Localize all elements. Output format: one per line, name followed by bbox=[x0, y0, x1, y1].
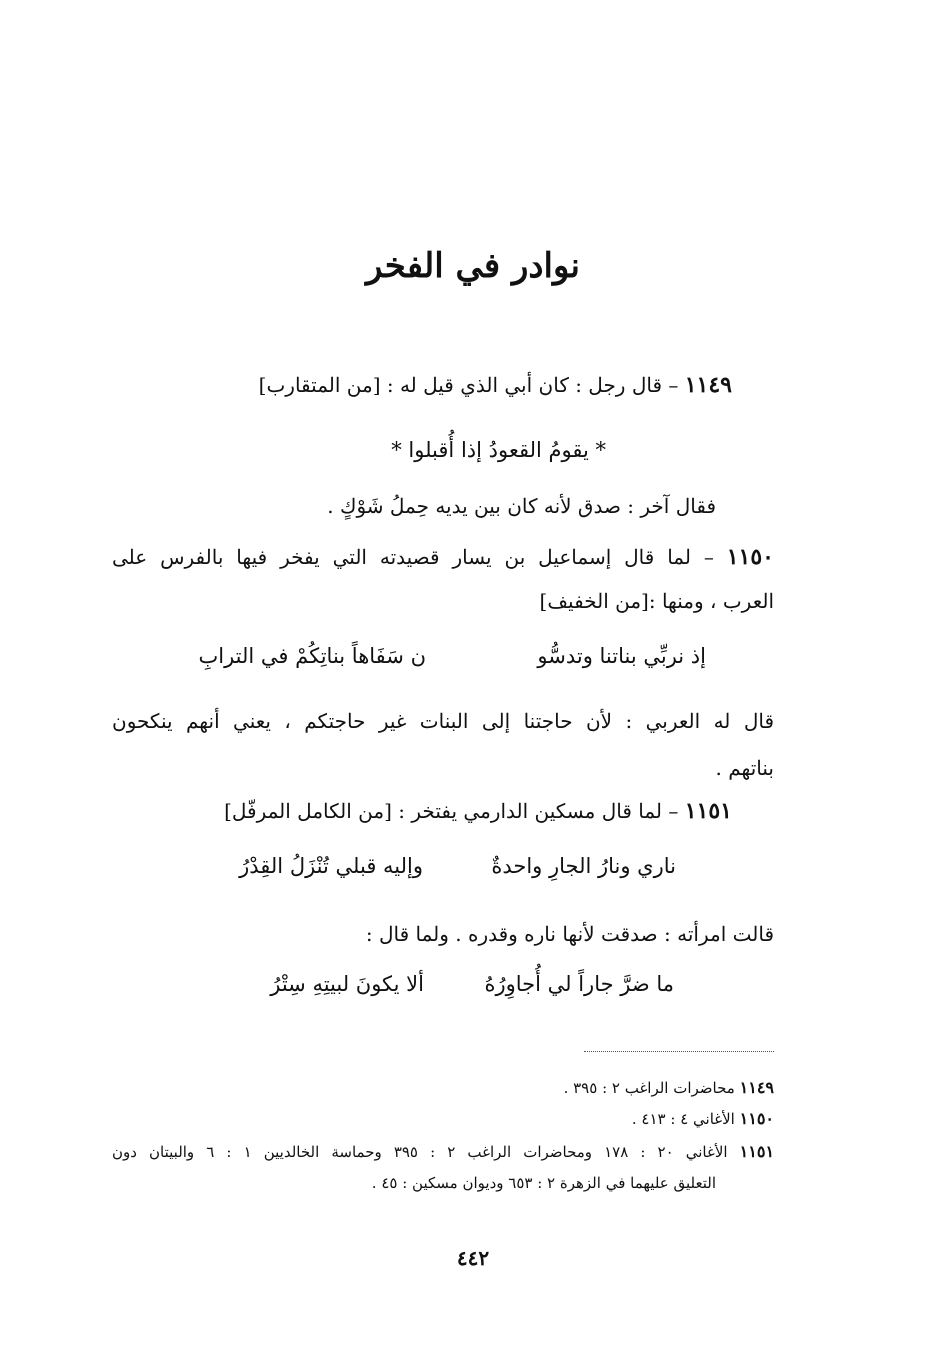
entry-1150-reply-line1: قال له العربي : لأن حاجتنا إلى البنات غير حاجتكم ، يعني أنهم ينكحون bbox=[112, 709, 774, 733]
verse-second-hemistich: وإليه قبلي تُنْزَلُ القِدْرُ bbox=[239, 854, 423, 878]
footnote-1149 bbox=[564, 1078, 774, 1097]
verse-second-hemistich: ن سَفَاهاً بناتِكُمْ في الترابِ bbox=[198, 644, 426, 668]
entry-1150-intro-line1 bbox=[112, 544, 774, 570]
footnote-1151 bbox=[112, 1142, 774, 1161]
entry-text: – لما قال إسماعيل بن يسار قصيدته التي يفخر فيها بالفرس على bbox=[112, 545, 714, 569]
entry-1149-intro bbox=[259, 372, 732, 398]
page-number: ٤٤٢ bbox=[456, 1246, 490, 1270]
entry-1149-reply: فقال آخر : صدق لأنه كان بين يديه حِملُ شَوْكٍ . bbox=[327, 494, 716, 518]
verse-first-hemistich: ناري ونارُ الجارِ واحدةٌ bbox=[491, 854, 676, 878]
entry-text: – قال رجل : كان أبي الذي قيل له : [من المتقارب] bbox=[258, 373, 679, 397]
verse-second-hemistich: ألا يكونَ لبيتِهِ سِتْرُ bbox=[270, 972, 424, 996]
entry-text: – لما قال مسكين الدارمي يفتخر : [من الكامل المرفّل] bbox=[224, 799, 679, 823]
entry-1151-reply: قالت امرأته : صدقت لأنها ناره وقدره . ولما قال : bbox=[365, 922, 774, 946]
footnote-text: محاضرات الراغب ٢ : ٣٩٥ . bbox=[563, 1079, 735, 1097]
verse-first-hemistich: ما ضرَّ جاراً لي أُجاوِرُهُ bbox=[484, 972, 674, 996]
entry-1150-reply-line2: بناتهم . bbox=[715, 756, 774, 780]
footnote-1151-continuation: التعليق عليهما في الزهرة ٢ : ٦٥٣ وديوان مسكين : ٤٥ . bbox=[371, 1174, 716, 1192]
footnote-text: الأغاني ٢٠ : ١٧٨ ومحاضرات الراغب ٢ : ٣٩٥ وحماسة الخالديين ١ : ٦ والبيتان دون bbox=[112, 1143, 728, 1161]
footnote-number: ١١٥١ bbox=[739, 1142, 775, 1161]
entry-1149-verse: * يقومُ القعودُ إذا أُقبلوا * bbox=[391, 438, 606, 462]
entry-number: ١١٥٠ bbox=[726, 544, 774, 570]
chapter-title: نوادر في الفخر bbox=[365, 246, 580, 286]
entry-number: ١١٥١ bbox=[684, 798, 732, 824]
entry-1150-intro-line2: العرب ، ومنها :[من الخفيف] bbox=[539, 589, 774, 613]
verse-first-hemistich: إذ نربِّي بناتنا وتدسُّو bbox=[537, 644, 706, 668]
footnote-text: الأغاني ٤ : ٤١٣ . bbox=[631, 1110, 735, 1128]
entry-number: ١١٤٩ bbox=[684, 372, 732, 398]
footnote-1150 bbox=[632, 1109, 774, 1128]
footnote-number: ١١٤٩ bbox=[739, 1078, 774, 1097]
footnote-separator bbox=[584, 1051, 774, 1052]
entry-1151-intro bbox=[224, 798, 732, 824]
footnote-number: ١١٥٠ bbox=[739, 1109, 774, 1128]
